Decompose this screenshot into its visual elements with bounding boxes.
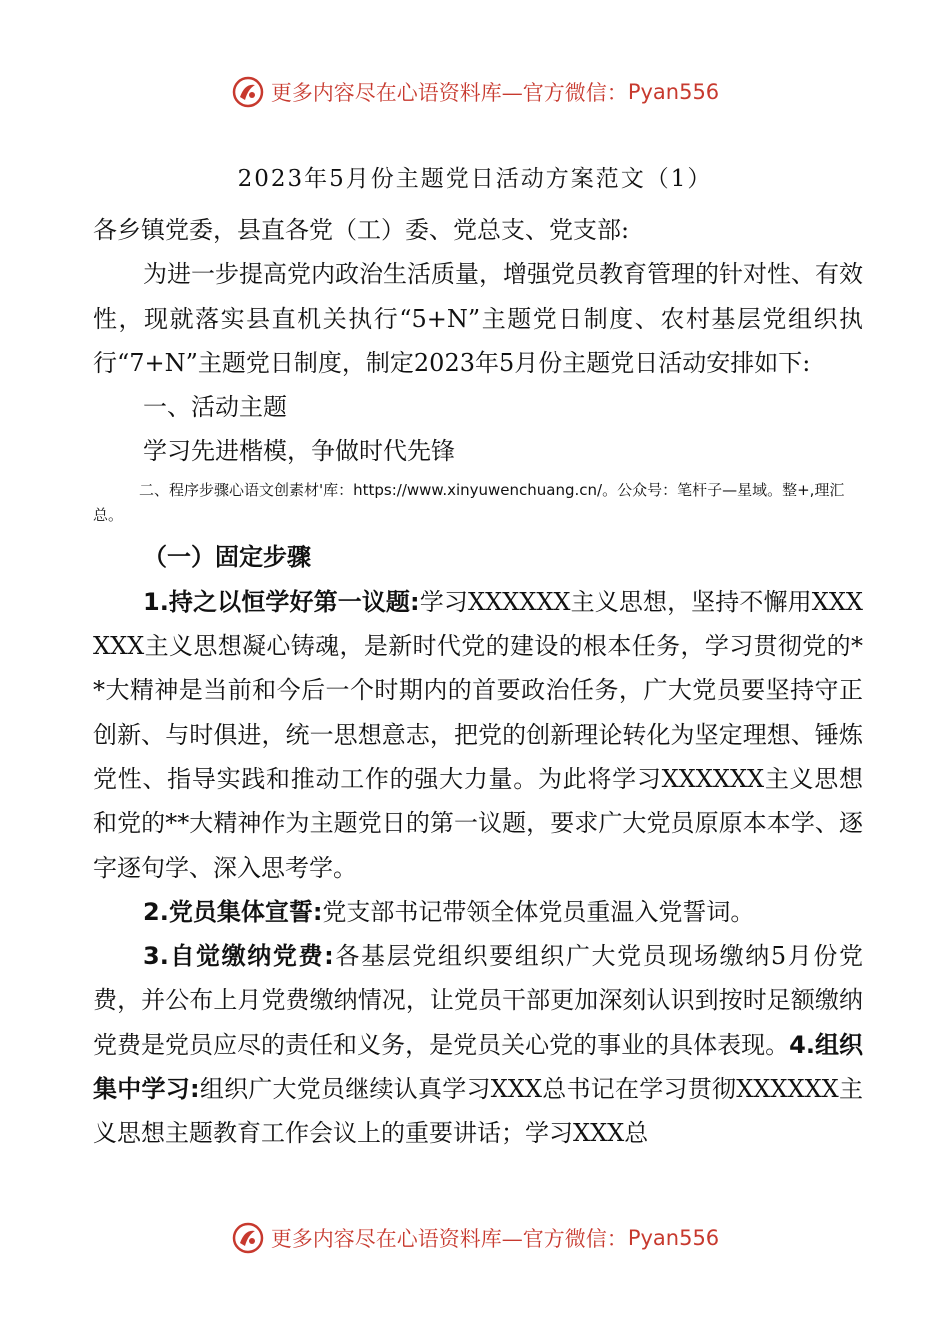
page-title: 2023年5月份主题党日活动方案范文（1） — [237, 166, 713, 192]
item-1-text: 学习XXXXXX主义思想，坚持不懈用XXXXXX主义思想凝心铸魂，是新时代党的建设的根本任务，学习贯彻党的**大精神是当前和今后一个时期内的首要政治任务，广大党员要坚持守正创新、与时俱进，统一思想意志，把党的创新理论转化为坚定理想、锤炼党性、指导实践和推动工作的强大力量。为此将学习XXXXXX主义思想和党的**大精神作为主题党日的第一议题，要求广大党员原原本本学、逐字逐句学、深入思考学。 — [93, 587, 863, 882]
red-circle-logo-icon — [231, 1221, 265, 1255]
subsection-heading: （一）固定步骤 — [143, 542, 311, 571]
item-1 — [93, 580, 863, 890]
item-2 — [93, 890, 863, 934]
section1-body: 学习先进楷模，争做时代先锋 — [143, 437, 455, 466]
banner-wechat-id: Pyan556 — [627, 1226, 720, 1250]
item-3-label: 3.自觉缴纳党费: — [143, 942, 334, 971]
item-4-label: 4.组织集中学习: — [93, 1030, 863, 1104]
item-4-text: 组织广大党员继续认真学习XXX总书记在学习贯彻XXXXXX主义思想主题教育工作会议上的重要讲话；学习XXX总 — [93, 1075, 863, 1148]
item-2-text: 党支部书记带领全体党员重温入党誓词。 — [322, 897, 755, 926]
banner-text: 更多内容尽在心语资料库—官方微信： — [270, 81, 628, 105]
footer-banner — [0, 1218, 950, 1258]
document-body — [93, 208, 863, 1156]
banner-wechat-id: Pyan556 — [627, 80, 720, 104]
header-banner — [0, 72, 950, 112]
item-3 — [93, 934, 863, 1155]
section1-heading: 一、活动主题 — [143, 393, 287, 422]
item-2-label: 2.党员集体宣誓: — [143, 897, 323, 926]
red-circle-logo-icon — [231, 75, 265, 109]
banner-text: 更多内容尽在心语资料库—官方微信： — [270, 1227, 628, 1251]
item-3-text: 各基层党组织要组织广大党员现场缴纳5月份党费，并公布上月党费缴纳情况，让党员干部更加深刻认识到按时足额缴纳党费是党员应尽的责任和义务，是党员关心党的事业的具体表现。 — [93, 942, 863, 1059]
intro-paragraph: 为进一步提高党内政治生活质量，增强党员教育管理的针对性、有效性，现就落实县直机关执行“5+N”主题党日制度、农村基层党组织执行“7+N”主题党日制度，制定2023年5月份主题党日活动安排如下: — [93, 260, 863, 377]
salutation: 各乡镇党委，县直各党（工）委、党总支、党支部: — [93, 216, 630, 244]
section2-line: 二、程序步骤心语文创素材'库：https://www.xinyuwenchuang.cn/。公众号：笔杆子—星域。整+,理汇总。 — [93, 480, 845, 524]
item-1-label: 1.持之以恒学好第一议题: — [143, 587, 420, 616]
